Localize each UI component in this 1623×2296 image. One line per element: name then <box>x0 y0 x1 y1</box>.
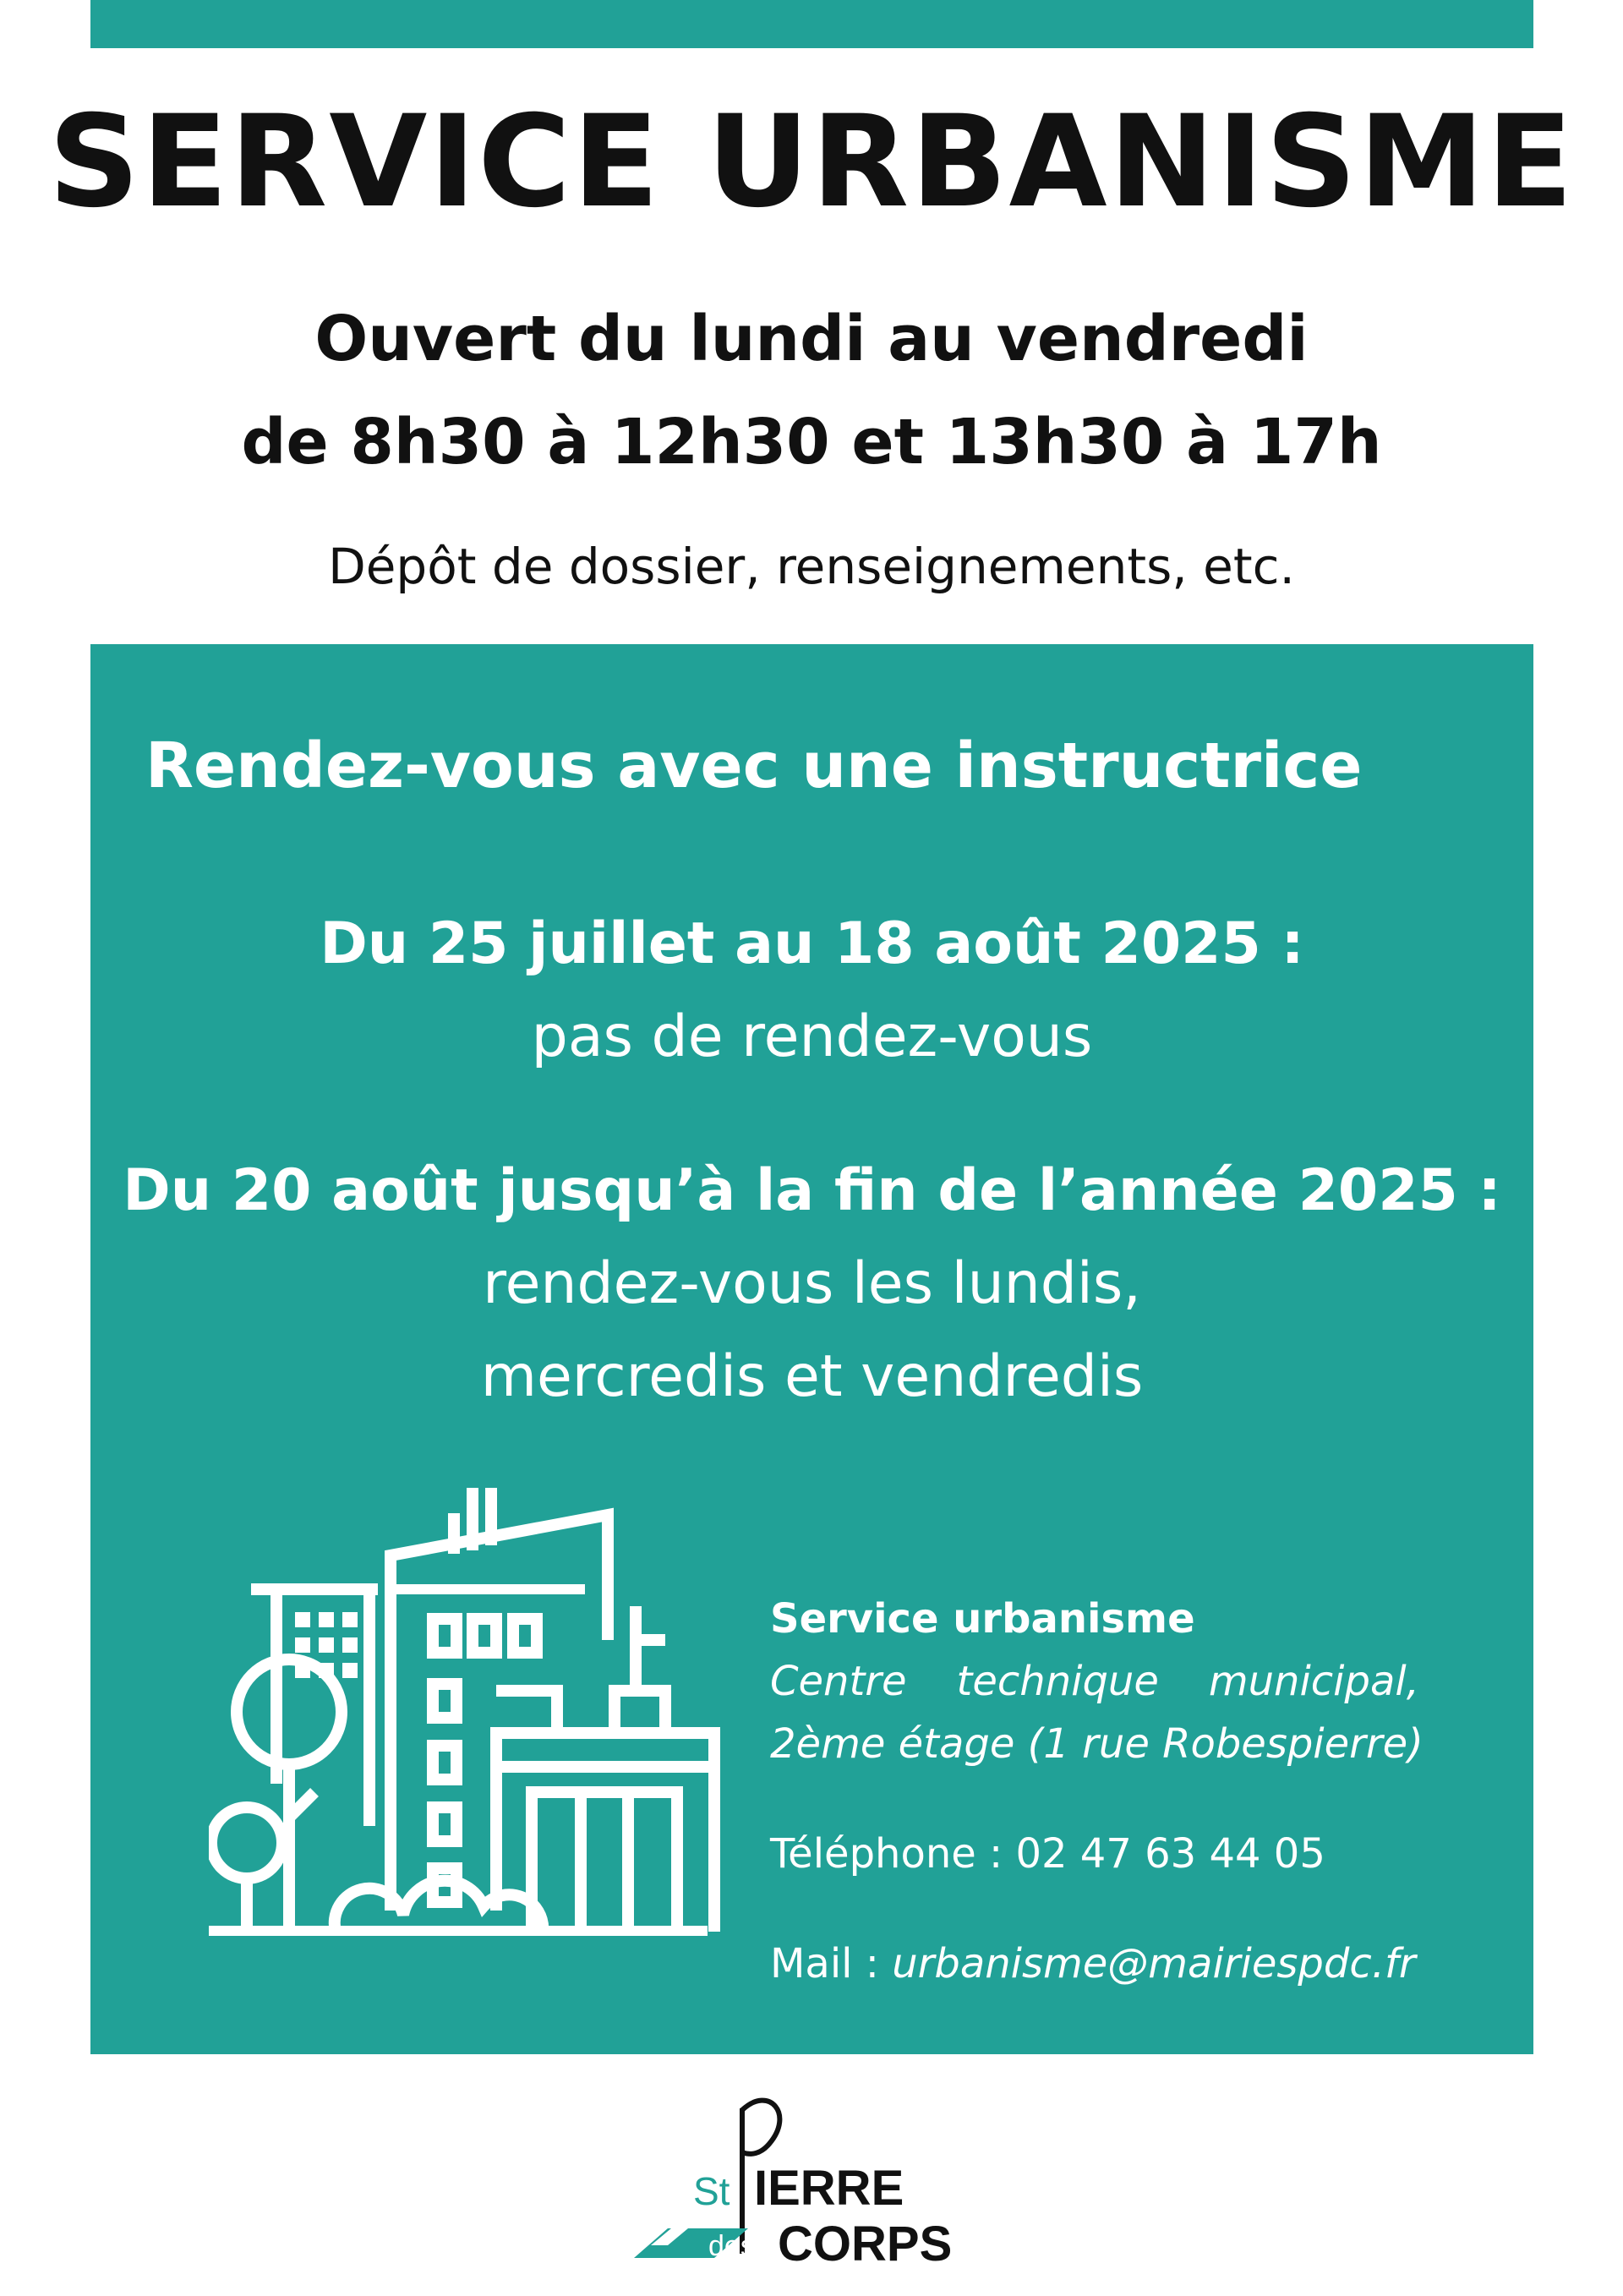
address-word: technique <box>956 1658 1159 1705</box>
logo-corps: CORPS <box>778 2217 953 2271</box>
page-title: SERVICE URBANISME <box>48 89 1575 236</box>
city-logo <box>634 2085 989 2271</box>
mail-link[interactable]: urbanisme@mairiespdc.fr <box>892 1940 1416 1987</box>
period-title: Du 20 août jusqu’à la fin de l’année 2025 : <box>123 1157 1501 1224</box>
contact-service-name: Service urbanisme <box>770 1595 1195 1643</box>
appointment-panel <box>90 644 1533 2054</box>
period-detail: rendez-vous les lundis, <box>483 1250 1141 1317</box>
opening-times: de 8h30 à 12h30 et 13h30 à 17h <box>241 406 1382 478</box>
contact-address-line-2: 2ème étage (1 rue Robespierre) <box>770 1720 1424 1768</box>
logo-des: des <box>708 2230 755 2262</box>
top-accent-bar <box>90 0 1533 48</box>
appointment-period <box>90 898 1533 1084</box>
mail-label: Mail : <box>770 1940 893 1987</box>
address-word: Centre <box>770 1658 907 1705</box>
appointment-period <box>90 1145 1533 1424</box>
contact-mail <box>770 1932 1419 1995</box>
opening-hours <box>0 287 1623 494</box>
city-buildings-icon <box>209 1488 750 1936</box>
contact-info <box>770 1588 1424 1995</box>
services-description: Dépôt de dossier, renseignements, etc. <box>328 538 1295 595</box>
logo-st: St <box>693 2169 730 2213</box>
contact-address-line-1 <box>770 1650 1419 1713</box>
contact-phone: Téléphone : 02 47 63 44 05 <box>770 1830 1325 1878</box>
opening-days: Ouvert du lundi au vendredi <box>314 303 1309 375</box>
appointment-heading: Rendez-vous avec une instructrice <box>145 730 1363 802</box>
logo-pierre: IERRE <box>754 2161 904 2216</box>
period-detail: pas de rendez-vous <box>531 1003 1093 1070</box>
address-word: municipal, <box>1208 1658 1419 1705</box>
period-detail: mercredis et vendredis <box>480 1343 1144 1410</box>
period-title: Du 25 juillet au 18 août 2025 : <box>320 910 1304 977</box>
